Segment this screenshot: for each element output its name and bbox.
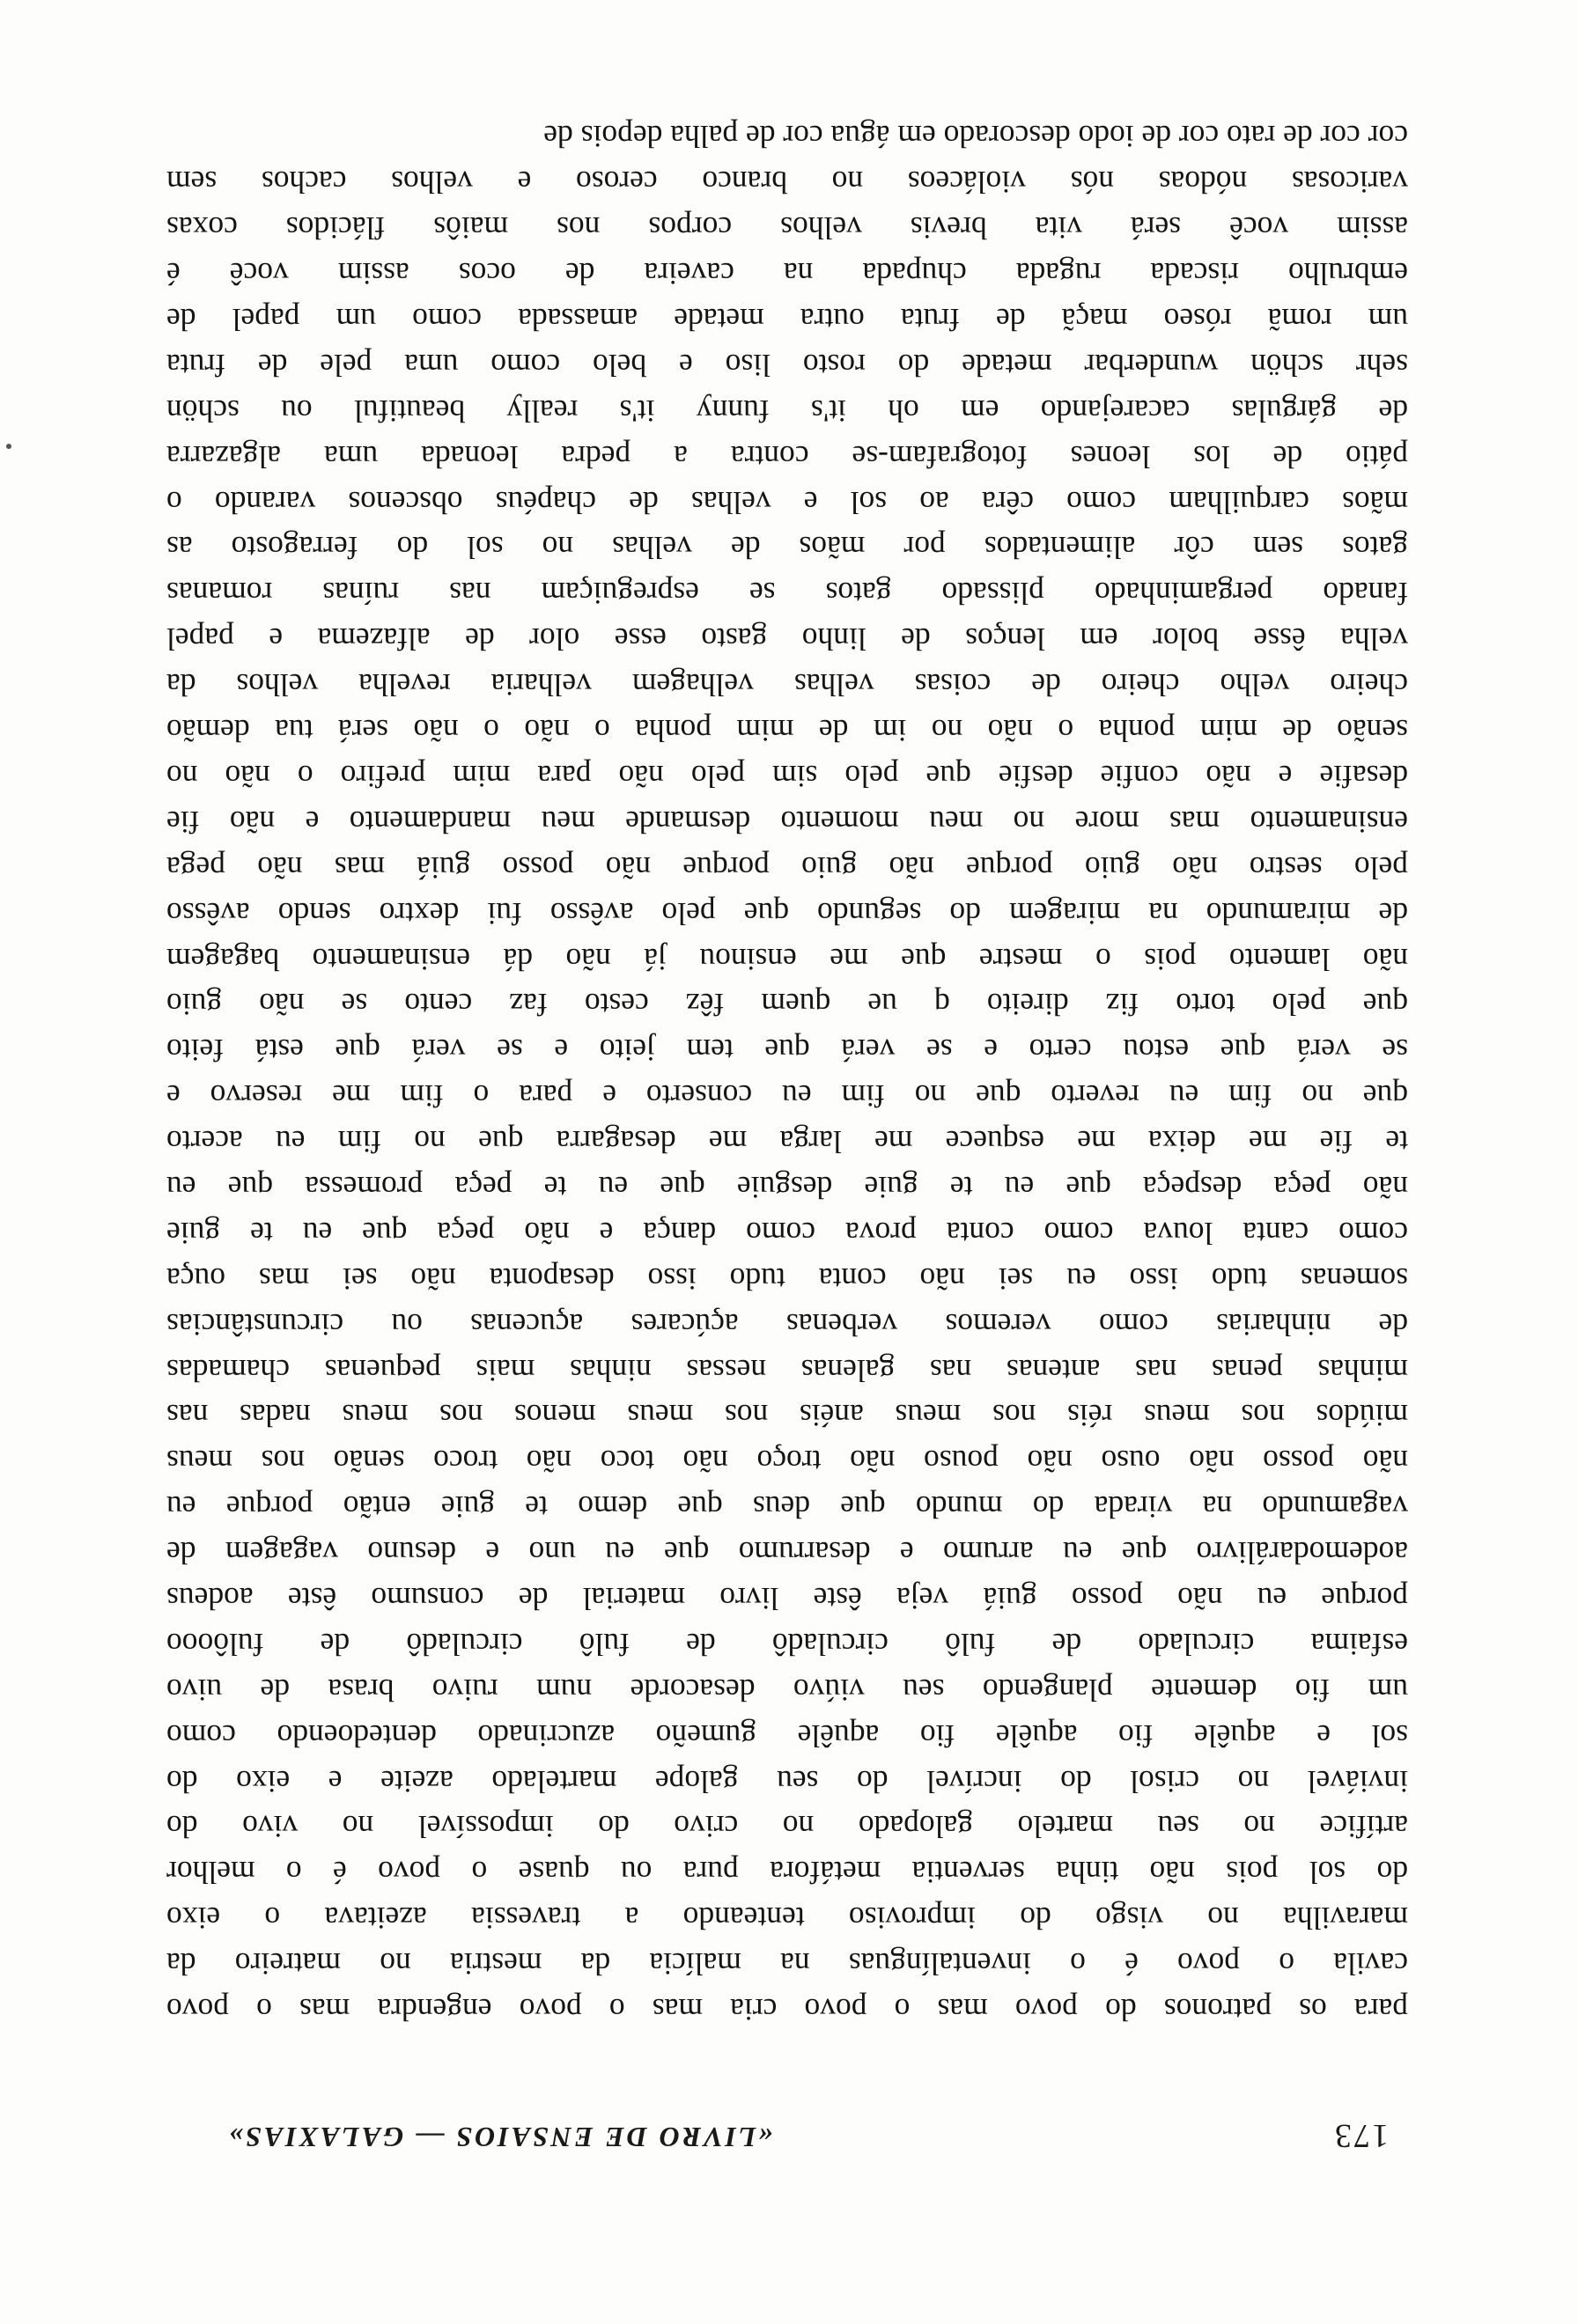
- text-line: cavila o povo é o inventalínguas na malícia da mestria no matreiro da: [166, 1946, 1408, 1982]
- text-line: varicosas nódoas nós violáceos no branco ceroso e velhos cachos sem: [166, 165, 1408, 201]
- text-line: se verá que estou certo e se verá que tem jeito e se verá que está feito: [166, 1033, 1408, 1069]
- text-line: que pelo torto fiz direito q ue quem fêz cesto faz cento se não guio: [166, 987, 1408, 1023]
- text-line: esfaima circulado de fulô circuladô de fulô circuladô de fulôooo: [166, 1626, 1408, 1662]
- text-line: do sol pois não tinha serventia metáfora pura ou quase o povo é o melhor: [166, 1855, 1408, 1891]
- text-line: maravilha no visgo do improviso tenteando a travessia azeitava o eixo: [166, 1901, 1408, 1937]
- text-line: senão de mim ponha o não no im de mim ponha o não o não será tua demão: [166, 713, 1408, 749]
- text-line: como canta louva como conta prova como dança e não peça que eu te guie: [166, 1215, 1408, 1251]
- text-line: para os patronos do povo mas o povo cria mas o povo engendra mas o povo: [166, 1992, 1408, 2027]
- text-line: porque eu não posso guiá veja êste livro material de consumo êste aodeus: [166, 1580, 1408, 1616]
- text-line: um romã róseo maçã de fruta outra metade amassada como um papel de: [166, 302, 1408, 338]
- text-line: ensinamento mas more no meu momento desmande meu mandamento e não fie: [166, 804, 1408, 840]
- text-line: te fie me deixa me esquece me larga me desagarra que no fim eu acerto: [166, 1124, 1408, 1160]
- text-line: minhas penas nas antenas nas galenas nessas ninhas mais pequenas chamadas: [166, 1352, 1408, 1388]
- text-line: pátio de los leones fotografam-se contra a pedra leonada uma algazarra: [166, 438, 1408, 474]
- text-line: que no fim eu reverto que no fim eu conserto e para o fim me reservo e: [166, 1078, 1408, 1114]
- text-line: embrulho riscada rugada chupada na caveira de ocos assim você é: [166, 256, 1408, 292]
- page-header: [173, 2111, 1389, 2155]
- body-text: [166, 114, 1408, 2032]
- text-line: miúdos nos meus réis nos meus anéis nos meus menos nos meus nadas nas: [166, 1398, 1408, 1434]
- text-line: mãos carquilham como cêra ao sol e velhas de chapéus obscenos varando o: [166, 484, 1408, 520]
- text-line: de gárgulas cacarejando em oh it's funny it's really beautiful ou schön: [166, 393, 1408, 429]
- text-line: desafie e não confie desfie que pelo sim pelo não para mim prefiro o não no: [166, 758, 1408, 794]
- text-line: não lamento pois o mestre que me ensinou já não dá ensinamento bagagem: [166, 941, 1408, 977]
- text-line: gatos sem côr alimentados por mãos de velhas no sol do ferragosto as: [166, 530, 1408, 566]
- text-line: pelo sestro não guio porque não guio porque não posso guiá mas não pega: [166, 849, 1408, 886]
- text-line: sol e aquêle fio aquêle fio aquêle gumeño azucrinado dentedoendo como: [166, 1717, 1408, 1754]
- margin-speck: [6, 444, 11, 449]
- text-line: cheiro velho cheiro de coisas velhas velhagem velharia revelha velhos da: [166, 667, 1408, 703]
- text-line: de ninharias como veremos verbenas açúcares açucenas ou circunstâncias: [166, 1306, 1408, 1342]
- page-number: 173: [1333, 2117, 1389, 2154]
- text-line: somenas tudo isso eu sei não conta tudo isso desaponta não sei mas ouça: [166, 1261, 1408, 1297]
- text-line: inviável no crisol do incrível do seu galope martelado azeite e eixo do: [166, 1763, 1408, 1799]
- text-line: não peça despeça que eu te guie desguie que eu te peça promessa que eu: [166, 1169, 1408, 1205]
- text-line: aodemodarálivro que eu arrumo e desarrumo que eu uno e desuno vagagem de: [166, 1535, 1408, 1571]
- text-line: assim você será vita brevis velhos corpos nos maiôs flácidos coxas: [166, 210, 1408, 246]
- running-title: «LIVRO DE ENSAIOS — GALAXIAS»: [226, 2122, 773, 2153]
- text-line: cor cor de rato cor de iodo descorado em água cor de palha depois de: [543, 119, 1408, 155]
- text-line: um fio demente plangendo seu viúvo desacorde num ruivo brasa de uivo: [166, 1672, 1408, 1708]
- text-line: vagamundo na virada do mundo que deus que demo te guie então porque eu: [166, 1489, 1408, 1526]
- text-line: de miramundo na miragem do segundo que pelo avêsso fui dextro sendo avêsso: [166, 895, 1408, 931]
- text-line: não posso não ouso não pouso não troço não toco não troco senão nos meus: [166, 1444, 1408, 1480]
- text-line: fanado pergaminhado plissado gatos se espreguiçam nas ruínas romanas: [166, 576, 1408, 612]
- text-line: velha êsse bolor em lenços de linho gasto esse olor de alfazema e papel: [166, 621, 1408, 658]
- text-line: sehr schön wunderbar metade do rosto liso e belo como uma pele de fruta: [166, 347, 1408, 383]
- text-line: artífice no seu martelo galopado no crivo do impossível no vivo do: [166, 1809, 1408, 1845]
